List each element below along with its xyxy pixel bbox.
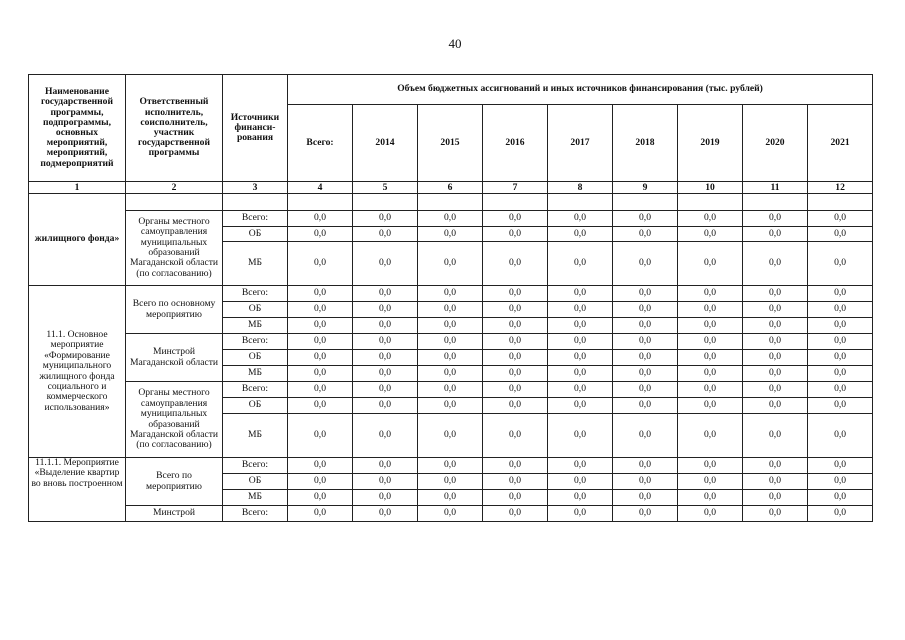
executor-cell: Минстрой [126,506,223,522]
value-cell: 0,0 [743,382,808,398]
source-ob: ОБ [223,302,288,318]
value-cell: 0,0 [678,334,743,350]
value-cell: 0,0 [418,242,483,286]
value-cell: 0,0 [418,286,483,302]
source-total: Всего: [223,458,288,474]
value-cell: 0,0 [483,211,548,227]
value-cell: 0,0 [353,506,418,522]
value-cell: 0,0 [808,318,873,334]
value-cell: 0,0 [613,302,678,318]
column-number: 12 [808,182,873,194]
header-year: 2017 [548,104,613,181]
value-cell: 0,0 [808,286,873,302]
column-number: 10 [678,182,743,194]
value-cell: 0,0 [418,227,483,242]
value-cell: 0,0 [678,318,743,334]
value-cell: 0,0 [678,302,743,318]
header-year: 2021 [808,104,873,181]
source-ob: ОБ [223,350,288,366]
value-cell: 0,0 [548,302,613,318]
source-total: Всего: [223,211,288,227]
page-number: 40 [448,36,462,51]
value-cell: 0,0 [613,286,678,302]
value-cell: 0,0 [808,382,873,398]
value-cell: 0,0 [418,382,483,398]
value-cell: 0,0 [483,490,548,506]
value-cell: 0,0 [483,318,548,334]
value-cell: 0,0 [613,211,678,227]
source-total: Всего: [223,382,288,398]
column-number: 8 [548,182,613,194]
value-cell: 0,0 [288,506,353,522]
value-cell: 0,0 [548,366,613,382]
value-cell: 0,0 [353,334,418,350]
value-cell: 0,0 [678,506,743,522]
source-ob: ОБ [223,398,288,414]
value-cell: 0,0 [743,350,808,366]
value-cell: 0,0 [548,506,613,522]
value-cell: 0,0 [808,350,873,366]
value-cell: 0,0 [353,458,418,474]
value-cell: 0,0 [353,302,418,318]
value-cell: 0,0 [613,506,678,522]
value-cell: 0,0 [808,334,873,350]
value-cell: 0,0 [613,318,678,334]
header-executor: Ответственный исполнитель, соисполнитель, участник государственной программы [126,75,223,182]
executor-cell: Всего по основному мероприятию [126,286,223,334]
value-cell: 0,0 [678,211,743,227]
value-cell: 0,0 [743,302,808,318]
value-cell: 0,0 [808,302,873,318]
column-number: 2 [126,182,223,194]
value-cell: 0,0 [418,302,483,318]
value-cell: 0,0 [613,366,678,382]
header-year: 2020 [743,104,808,181]
value-cell: 0,0 [418,490,483,506]
value-cell: 0,0 [483,350,548,366]
value-cell: 0,0 [548,458,613,474]
value-cell: 0,0 [743,334,808,350]
value-cell: 0,0 [613,474,678,490]
value-cell: 0,0 [808,474,873,490]
value-cell: 0,0 [353,398,418,414]
header-sources: Источники финанси-рования [223,75,288,182]
value-cell: 0,0 [483,286,548,302]
value-cell: 0,0 [743,227,808,242]
value-cell: 0,0 [678,490,743,506]
value-cell: 0,0 [808,458,873,474]
value-cell: 0,0 [418,458,483,474]
source-total: Всего: [223,286,288,302]
value-cell: 0,0 [678,286,743,302]
value-cell: 0,0 [548,398,613,414]
column-number: 6 [418,182,483,194]
value-cell: 0,0 [288,366,353,382]
executor-cell: Органы местного самоуправления муниципальных образований Магаданской области (по согласованию) [126,211,223,286]
value-cell: 0,0 [548,334,613,350]
value-cell: 0,0 [418,318,483,334]
value-cell: 0,0 [483,382,548,398]
header-year: 2018 [613,104,678,181]
value-cell: 0,0 [353,382,418,398]
value-cell: 0,0 [678,227,743,242]
executor-cell: Органы местного самоуправления муниципальных образований Магаданской области (по согласованию) [126,382,223,458]
value-cell: 0,0 [288,350,353,366]
value-cell: 0,0 [678,242,743,286]
value-cell: 0,0 [548,318,613,334]
value-cell: 0,0 [483,242,548,286]
value-cell: 0,0 [288,490,353,506]
value-cell: 0,0 [353,318,418,334]
value-cell: 0,0 [613,242,678,286]
value-cell: 0,0 [548,227,613,242]
value-cell: 0,0 [613,334,678,350]
source-mb: МБ [223,414,288,458]
value-cell: 0,0 [678,474,743,490]
value-cell: 0,0 [288,211,353,227]
value-cell: 0,0 [548,414,613,458]
value-cell: 0,0 [743,458,808,474]
value-cell: 0,0 [483,474,548,490]
value-cell: 0,0 [678,350,743,366]
source-mb: МБ [223,366,288,382]
value-cell: 0,0 [548,490,613,506]
value-cell: 0,0 [678,382,743,398]
value-cell: 0,0 [483,366,548,382]
value-cell: 0,0 [743,318,808,334]
value-cell: 0,0 [548,350,613,366]
value-cell: 0,0 [353,227,418,242]
source-ob: ОБ [223,227,288,242]
source-mb: МБ [223,490,288,506]
value-cell: 0,0 [808,506,873,522]
value-cell: 0,0 [288,382,353,398]
value-cell: 0,0 [418,398,483,414]
column-number: 5 [353,182,418,194]
value-cell: 0,0 [483,334,548,350]
value-cell: 0,0 [808,242,873,286]
value-cell: 0,0 [548,211,613,227]
value-cell: 0,0 [353,242,418,286]
value-cell: 0,0 [353,366,418,382]
header-volume: Объем бюджетных ассигнований и иных источников финансирования (тыс. рублей) [288,75,873,105]
header-year: Всего: [288,104,353,181]
value-cell: 0,0 [548,382,613,398]
value-cell: 0,0 [483,398,548,414]
value-cell: 0,0 [353,211,418,227]
executor-cell: Всего по мероприятию [126,458,223,506]
value-cell: 0,0 [288,302,353,318]
value-cell: 0,0 [613,458,678,474]
value-cell: 0,0 [288,458,353,474]
financing-table [28,74,873,522]
column-number: 9 [613,182,678,194]
value-cell: 0,0 [678,398,743,414]
source-total: Всего: [223,506,288,522]
value-cell: 0,0 [808,414,873,458]
header-name: Наименование государственной программы, подпрограммы, основных мероприятий, мероприятий, подмероприятий [29,75,126,182]
value-cell: 0,0 [418,366,483,382]
source-mb: МБ [223,318,288,334]
value-cell: 0,0 [808,490,873,506]
value-cell: 0,0 [743,242,808,286]
column-number: 7 [483,182,548,194]
value-cell: 0,0 [288,242,353,286]
value-cell: 0,0 [418,334,483,350]
value-cell: 0,0 [353,286,418,302]
value-cell: 0,0 [678,458,743,474]
value-cell: 0,0 [483,227,548,242]
value-cell: 0,0 [483,458,548,474]
value-cell: 0,0 [613,227,678,242]
header-year: 2016 [483,104,548,181]
value-cell: 0,0 [288,398,353,414]
value-cell: 0,0 [548,474,613,490]
value-cell: 0,0 [288,227,353,242]
column-number: 3 [223,182,288,194]
empty-cell [126,194,223,211]
value-cell: 0,0 [743,474,808,490]
source-ob: ОБ [223,474,288,490]
value-cell: 0,0 [613,490,678,506]
event-name-cell: 11.1. Основное мероприятие «Формирование муниципального жилищного фонда социального и коммерческого использования» [29,286,126,458]
value-cell: 0,0 [418,474,483,490]
value-cell: 0,0 [808,211,873,227]
value-cell: 0,0 [353,414,418,458]
value-cell: 0,0 [678,414,743,458]
value-cell: 0,0 [353,490,418,506]
header-year: 2015 [418,104,483,181]
value-cell: 0,0 [288,286,353,302]
value-cell: 0,0 [613,398,678,414]
header-year: 2019 [678,104,743,181]
value-cell: 0,0 [353,350,418,366]
value-cell: 0,0 [808,227,873,242]
value-cell: 0,0 [743,211,808,227]
value-cell: 0,0 [548,286,613,302]
value-cell: 0,0 [418,506,483,522]
value-cell: 0,0 [743,490,808,506]
header-year: 2014 [353,104,418,181]
column-number: 11 [743,182,808,194]
value-cell: 0,0 [288,318,353,334]
value-cell: 0,0 [613,382,678,398]
value-cell: 0,0 [613,350,678,366]
value-cell: 0,0 [483,302,548,318]
value-cell: 0,0 [548,242,613,286]
value-cell: 0,0 [288,414,353,458]
value-cell: 0,0 [808,366,873,382]
column-number: 4 [288,182,353,194]
value-cell: 0,0 [743,398,808,414]
source-total: Всего: [223,334,288,350]
value-cell: 0,0 [483,414,548,458]
value-cell: 0,0 [288,474,353,490]
value-cell: 0,0 [483,506,548,522]
value-cell: 0,0 [353,474,418,490]
program-name-cell: жилищного фонда» [29,194,126,286]
value-cell: 0,0 [743,506,808,522]
source-mb: МБ [223,242,288,286]
value-cell: 0,0 [678,366,743,382]
value-cell: 0,0 [743,414,808,458]
value-cell: 0,0 [743,366,808,382]
value-cell: 0,0 [418,414,483,458]
value-cell: 0,0 [288,334,353,350]
empty-cell [223,194,288,211]
value-cell: 0,0 [418,350,483,366]
column-number: 1 [29,182,126,194]
value-cell: 0,0 [418,211,483,227]
value-cell: 0,0 [808,398,873,414]
event-name-cell: 11.1.1. Мероприятие «Выделение квартир во вновь построенном [29,458,126,522]
executor-cell: Минстрой Магаданской области [126,334,223,382]
value-cell: 0,0 [613,414,678,458]
value-cell: 0,0 [743,286,808,302]
